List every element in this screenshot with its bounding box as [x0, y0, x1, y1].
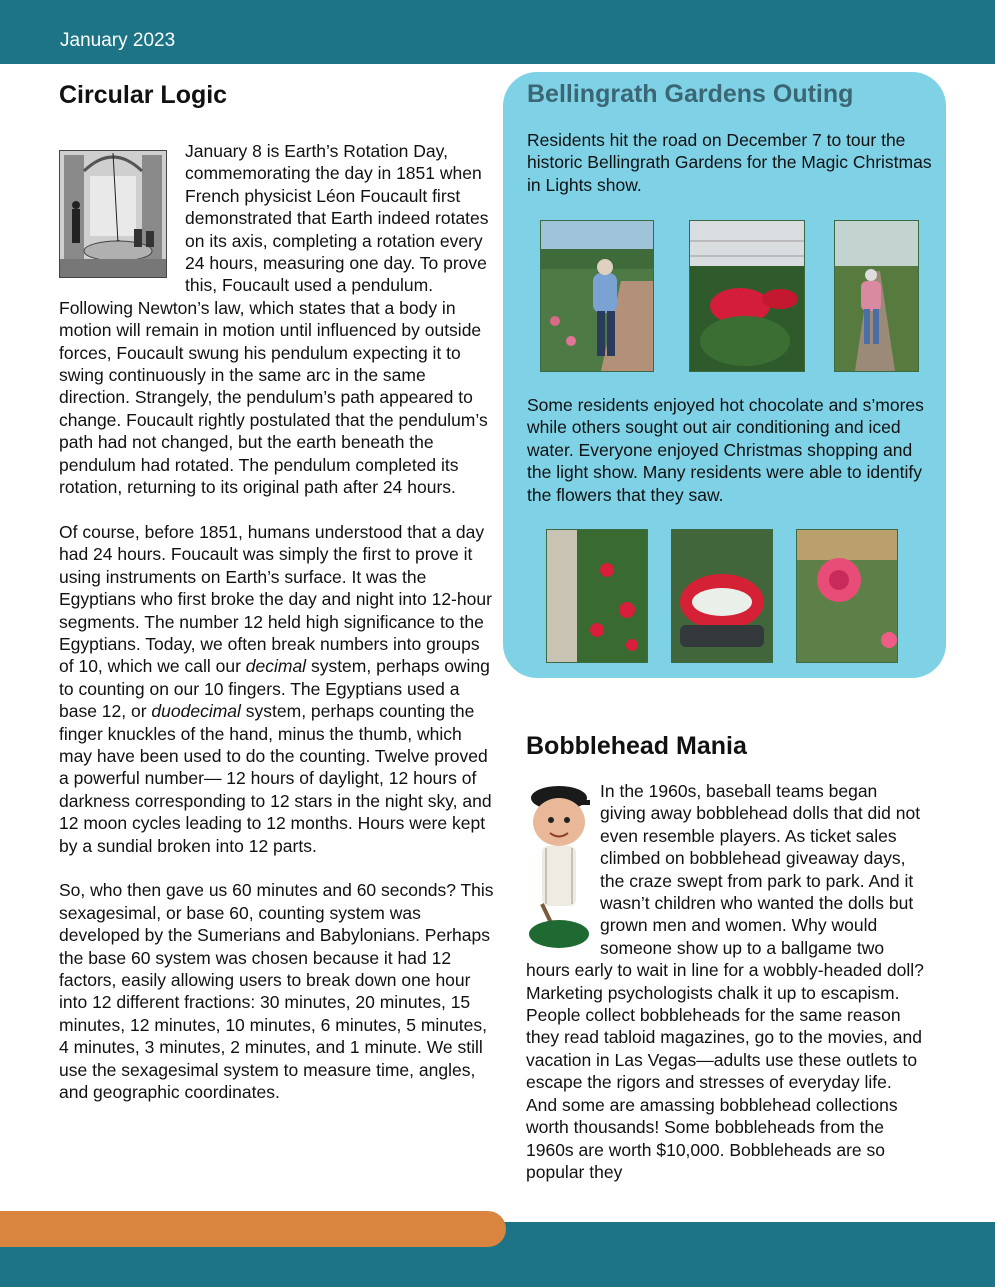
bobblehead-paragraph: In the 1960s, baseball teams began giving away bobblehead dolls that did not even resemble players. As ticket sales climbed on bobblehead giveaway days, the craze swept from park to park. And it wasn’t children who wanted the dolls but grown men and women. Why would someone show up to a ballgame two hours early to wait in line for a wobbly-headed doll? Marketing psychologists chalk it up to escapism. People collect bobbleheads for the same reason they read tabloid magazines, go to the movies, and vacation in Las Vegas—adults use these outlets to escape the rigors and stresses of everyday life. And some are amassing bobblehead collections worth thousands! Some bobbleheads from the 1960s are worth $10,000. Bobbleheads are so popular they — [526, 781, 924, 1182]
bobblehead-article — [526, 780, 926, 1183]
footer-accent-bar — [0, 1211, 506, 1247]
article-title: Circular Logic — [59, 81, 228, 109]
emphasis-duodecimal: duodecimal — [151, 701, 241, 722]
text-span: system, perhaps counting the finger knuckles of the hand, minus the thumb, which may have been used to do the counting. Twelve proved a powerful number— 12 hours of daylight, 12 hours of darkness corresponding to 12 stars in the night sky, and 12 moon cycles leading to 12 months. Hours were kept by a sundial broken into 12 parts. — [59, 701, 492, 856]
bobblehead-title: Bobblehead Mania — [526, 732, 747, 760]
foucault-pendulum-engraving — [59, 150, 167, 278]
garden-photo-path — [834, 220, 919, 372]
circular-logic-article — [59, 78, 494, 1126]
garden-photo-walker — [540, 220, 654, 372]
garden-photo-rose — [796, 529, 898, 663]
garden-paragraph-2: Some residents enjoyed hot chocolate and s’mores while others sought out air conditioning and iced water. Everyone enjoyed Christmas shopping and the light show. Many residents were able to identify the flowers that they saw. — [527, 395, 924, 505]
garden-outing-box — [503, 72, 946, 678]
paragraph-3: So, who then gave us 60 minutes and 60 seconds? This sexagesimal, or base 60, counting system was developed by the Sumerians and Babylonians. Perhaps the base 60 system was chosen because it had 12 factors, easily allowing users to break down one hour into 12 different fractions: 30 minutes, 20 minutes, 15 minutes, 12 minutes, 10 minutes, 6 minutes, 5 minutes, 4 minutes, 3 minutes, 2 minutes, and 1 minute. We still use the sexagesimal system to measure time, angles, and geographic coordinates. — [59, 880, 494, 1103]
issue-date: January 2023 — [60, 30, 176, 51]
garden-photo-red-flowers — [546, 529, 648, 663]
garden-photo-poinsettia — [689, 220, 805, 372]
paragraph-2 — [59, 521, 494, 857]
emphasis-decimal: decimal — [245, 656, 307, 677]
paragraph-1: January 8 is Earth’s Rotation Day, commemorating the day in 1851 when French physicist Léon Foucault first demonstrated that Earth indeed rotates on its axis, completing a rotation every 24 hours, measuring one day. To prove this, Foucault used a pendulum. Following Newton’s law, which states that a body in motion will remain in motion until influenced by outside forces, Foucault swung his pendulum expecting it to swing continuously in the same arc in the same direction. Strangely, the pendulum’s path appeared to change. Foucault rightly postulated that the pendulum’s path had not changed, but the earth beneath the pendulum had rotated. The pendulum completed its rotation, returning to its original path after 24 hours. — [59, 141, 489, 498]
garden-paragraph-1: Residents hit the road on December 7 to tour the historic Bellingrath Gardens for the Magic Christmas in Lights show. — [527, 130, 932, 195]
bobblehead-doll-image — [524, 784, 594, 954]
garden-title: Bellingrath Gardens Outing — [527, 80, 854, 108]
text-span: system, perhaps owing to counting on our 10 fingers. The Egyptians used a base 12, or — [59, 656, 490, 722]
article-body — [59, 140, 494, 1103]
garden-photo-planter — [671, 529, 773, 663]
header-bar — [0, 0, 995, 64]
text-span: Of course, before 1851, humans understood that a day had 24 hours. Foucault was simply the first to prove it using instruments on Earth’s surface. It was the Egyptians who first broke the day and night into 12-hour segments. The number 12 held high significance to the Egyptians. Today, we often break numbers into groups of 10, which we call our — [59, 521, 492, 677]
